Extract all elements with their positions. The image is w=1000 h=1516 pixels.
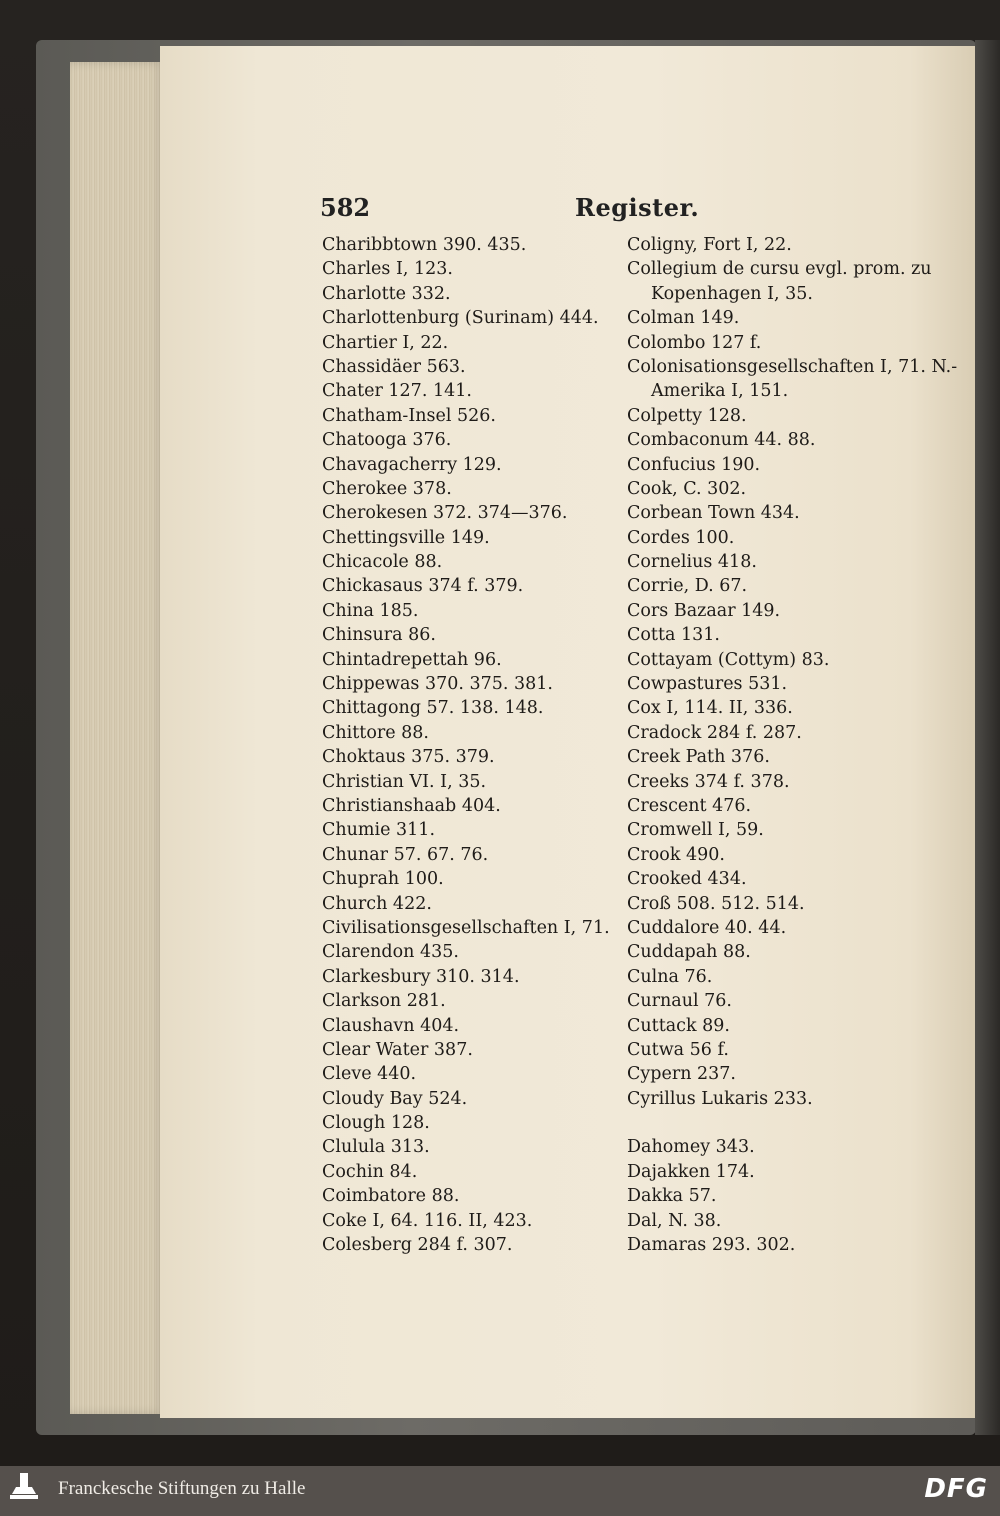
index-entry: Creek Path 376. [627,747,770,768]
index-entry: Croß 508. 512. 514. [627,893,805,914]
index-entry: Chittore 88. [322,722,429,743]
index-entry: Chumie 311. [322,820,436,841]
index-entry: Chickasaus 374 f. 379. [322,576,524,597]
index-entry: Cypern 237. [627,1064,736,1085]
page-header [320,193,700,229]
page-number: 582 [320,193,371,222]
index-entry: Cutwa 56 f. [627,1039,729,1060]
index-entry: Cornelius 418. [627,552,757,573]
index-entry: Chassidäer 563. [322,356,466,377]
page-edges [70,62,165,1414]
index-entry: Cradock 284 f. 287. [627,722,802,743]
index-entry: Confucius 190. [627,454,761,475]
index-entry: Chinsura 86. [322,625,436,646]
index-entry: Cyrillus Lukaris 233. [627,1088,813,1109]
index-entry: Coke I, 64. 116. II, 423. [322,1210,533,1231]
index-entry: Cleve 440. [322,1064,417,1085]
index-entry: Culna 76. [627,966,713,987]
index-entry: Dakka 57. [627,1186,717,1207]
index-entry: Cox I, 114. II, 336. [627,698,793,719]
index-entry: Corrie, D. 67. [627,576,748,597]
index-entry: Coligny, Fort I, 22. [627,235,792,255]
index-entry: Claushavn 404. [322,1015,460,1036]
running-head: Register. [575,193,700,222]
index-entry: Chunar 57. 67. 76. [322,844,489,865]
index-entry: Christian VI. I, 35. [322,771,487,792]
index-entry: Cuddapah 88. [627,942,751,963]
index-entry: Cottayam (Cottym) 83. [627,649,830,670]
index-entry: Chippewas 370. 375. 381. [322,674,553,695]
index-entry: Cherokesen 372. 374—376. [322,503,568,524]
index-entry: Dahomey 343. [627,1137,755,1158]
index-entry: Cuddalore 40. 44. [627,917,787,938]
index-entry: Cordes 100. [627,527,735,548]
index-entry: Cuttack 89. [627,1015,730,1036]
index-column-left [322,233,617,1257]
index-entry: Cowpastures 531. [627,674,788,695]
index-entry: Combaconum 44. 88. [627,430,816,451]
dfg-logo: DFG [924,1474,988,1504]
index-entry: Colman 149. [627,308,740,329]
index-entry: Colpetty 128. [627,405,747,426]
index-entry: Coimbatore 88. [322,1186,460,1207]
index-entry: Chartier I, 22. [322,332,449,353]
index-entry: Collegium de cursu evgl. prom. zu [627,259,932,280]
index-entry: Cotta 131. [627,625,720,646]
index-entry: Clulula 313. [322,1137,430,1158]
institution-name: Franckesche Stiftungen zu Halle [58,1478,306,1499]
index-entry: Choktaus 375. 379. [322,747,495,768]
index-entry: Kopenhagen I, 35. [651,283,813,304]
index-entry: Crooked 434. [627,869,747,890]
index-entry: Dal, N. 38. [627,1210,722,1231]
index-entry: Corbean Town 434. [627,503,800,524]
index-entry: Christianshaab 404. [322,795,501,816]
index-entry: Crescent 476. [627,795,752,816]
index-entry: Chavagacherry 129. [322,454,502,475]
francke-logo-icon [6,1470,42,1512]
index-entry: Colesberg 284 f. 307. [322,1235,513,1256]
index-entry: Cromwell I, 59. [627,820,764,841]
index-entry: Charlotte 332. [322,283,451,304]
index-entry: Colombo 127 f. [627,332,762,353]
index-entry: China 185. [322,600,419,621]
index-entry: Creeks 374 f. 378. [627,771,790,792]
index-entry: Dajakken 174. [627,1161,755,1182]
index-entry: Clear Water 387. [322,1039,473,1060]
index-entry: Clarkson 281. [322,991,446,1012]
viewer-footer [0,1466,1000,1516]
index-entry: Chuprah 100. [322,869,444,890]
index-entry: Colonisationsgesellschaften I, 71. N.- [627,356,958,377]
index-entry: Cook, C. 302. [627,478,747,499]
index-entry: Charlottenburg (Surinam) 444. [322,308,599,329]
index-entry: Chater 127. 141. [322,381,472,402]
index-entry: Charibbtown 390. 435. [322,235,527,255]
index-entry: Cherokee 378. [322,478,452,499]
index-entry: Chicacole 88. [322,552,443,573]
index-entry: Clarkesbury 310. 314. [322,966,520,987]
binding-shadow [975,40,1000,1435]
index-entry: Civilisationsgesellschaften I, 71. [322,917,610,938]
index-entry: Chatham-Insel 526. [322,405,496,426]
index-entry: Charles I, 123. [322,259,453,280]
index-entry: Chittagong 57. 138. 148. [322,698,544,719]
index-entry: Crook 490. [627,844,725,865]
index-entry: Church 422. [322,893,432,914]
index-entry: Chettingsville 149. [322,527,490,548]
index-entry: Curnaul 76. [627,991,732,1012]
index-entry: Cochin 84. [322,1161,418,1182]
index-entry: Chintadrepettah 96. [322,649,502,670]
index-entry: Cors Bazaar 149. [627,600,781,621]
index-column-right [627,233,958,1257]
index-entry: Damaras 293. 302. [627,1235,796,1256]
index-entry: Clarendon 435. [322,942,459,963]
index-entry: Cloudy Bay 524. [322,1088,468,1109]
index-entry: Chatooga 376. [322,430,452,451]
index-entry: Amerika I, 151. [651,381,789,402]
index-entry: Clough 128. [322,1113,430,1134]
